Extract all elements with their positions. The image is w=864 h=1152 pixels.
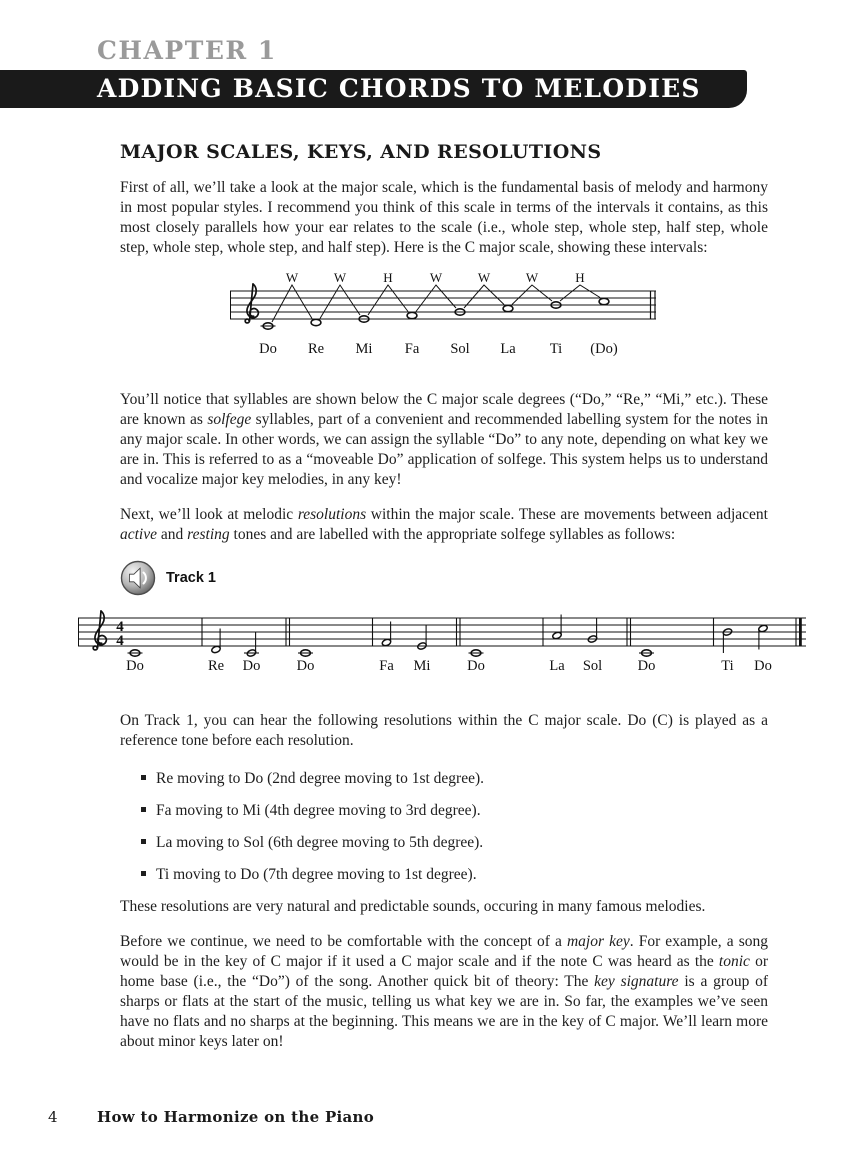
svg-text:4: 4 [116, 633, 124, 649]
paragraph-natural: These resolutions are very natural and predictable sounds, occuring in many famous melodies. [120, 898, 706, 915]
bullet-icon [141, 871, 146, 876]
svg-text:Ti: Ti [721, 658, 734, 674]
resolution-list [120, 769, 768, 884]
svg-text:Do: Do [467, 658, 485, 674]
chapter-title-banner [0, 70, 747, 108]
svg-text:Do: Do [259, 341, 277, 357]
svg-text:La: La [549, 658, 565, 674]
svg-text:Fa: Fa [379, 658, 394, 674]
speaker-icon [120, 560, 156, 596]
svg-text:Re: Re [307, 341, 325, 357]
paragraph-resolutions: Next, we’ll look at melodic resolutions within the major scale. These are movements between adjacent active and resting tones and are labelled with the appropriate solfege syllables as follows: [120, 506, 768, 543]
list-item [120, 865, 768, 884]
svg-text:W: W [525, 273, 539, 285]
list-item [120, 769, 768, 788]
svg-text:W: W [477, 273, 491, 285]
svg-text:W: W [333, 273, 347, 285]
svg-text:Mi: Mi [413, 658, 431, 674]
svg-text:H: H [575, 273, 585, 285]
svg-text:Do: Do [242, 658, 261, 674]
svg-text:(Do): (Do) [590, 341, 618, 357]
page-number: 4 [48, 1108, 58, 1126]
resolutions-figure [78, 604, 864, 685]
bullet-icon [141, 839, 146, 844]
bullet-text: Re moving to Do (2nd degree moving to 1st degree). [156, 770, 485, 787]
section-title: MAJOR SCALES, KEYS, AND RESOLUTIONS [120, 141, 602, 163]
svg-text:H: H [383, 273, 393, 285]
svg-text:Do: Do [754, 658, 772, 674]
resolutions-staff [78, 604, 806, 680]
paragraph-intro: First of all, we’ll take a look at the major scale, which is the fundamental basis of melody and harmony in most popular styles. I recommend you think of this scale in terms of the intervals it contains, as this most closely parallels how your ear relates to the scale (i.e., whole step, whole step, half step, whole step, whole step, whole step, and half step). Here is the C major scale, showing these intervals: [120, 179, 768, 256]
c-major-scale-staff [228, 273, 658, 359]
svg-text:Mi: Mi [355, 341, 373, 357]
svg-text:Sol: Sol [582, 658, 603, 674]
svg-text:4: 4 [116, 619, 124, 635]
svg-text:W: W [285, 273, 299, 285]
svg-text:Do: Do [296, 658, 315, 674]
paragraph-solfege: You’ll notice that syllables are shown below the C major scale degrees (“Do,” “Re,” “Mi,” etc.). These are known as solfege syllables, part of a convenient and recommended labelling system for the notes in any major scale. In other words, we can assign the syllable “Do” to any note, depending on what key we are in. This is referred to as a “moveable Do” application of solfege. This system helps us to understand and vocalize major key melodies, in any key! [120, 391, 768, 488]
bullet-icon [141, 807, 146, 812]
audio-track-row [120, 560, 768, 596]
svg-text:La: La [500, 341, 516, 357]
svg-text:Fa: Fa [404, 341, 420, 357]
bullet-text: Fa moving to Mi (4th degree moving to 3rd degree). [156, 802, 481, 819]
paragraph-track1: On Track 1, you can hear the following resolutions within the C major scale. Do (C) is played as a reference tone before each resolution. [120, 712, 768, 749]
list-item [120, 801, 768, 820]
svg-text:W: W [429, 273, 443, 285]
book-title: How to Harmonize on the Piano [97, 1108, 375, 1126]
list-item [120, 833, 768, 852]
svg-text:Do: Do [637, 658, 656, 674]
track-label: Track 1 [166, 570, 216, 586]
svg-text:Sol: Sol [450, 341, 470, 357]
bullet-icon [141, 775, 146, 780]
svg-text:Re: Re [207, 658, 225, 674]
paragraph-major-key: Before we continue, we need to be comfortable with the concept of a major key. For example, a song would be in the key of C major if it used a C major scale and if the note C was heard as the tonic or home base (i.e., the “Do”) of the song. Another quick bit of theory: The key signature is a group of sharps or flats at the start of the music, telling us what key we are in. So far, the examples we’ve seen have no flats and no sharps at the beginning. This means we are in the key of C major. We’ll learn more about minor keys later on! [120, 933, 769, 1050]
chapter-title: ADDING BASIC CHORDS TO MELODIES [97, 74, 701, 103]
bullet-text: Ti moving to Do (7th degree moving to 1st degree). [156, 866, 477, 883]
svg-text:Do: Do [126, 658, 144, 674]
chapter-label: CHAPTER 1 [97, 36, 277, 65]
c-major-scale-figure [228, 273, 768, 364]
bullet-text: La moving to Sol (6th degree moving to 5th degree). [156, 834, 484, 851]
svg-text:Ti: Ti [549, 341, 563, 357]
